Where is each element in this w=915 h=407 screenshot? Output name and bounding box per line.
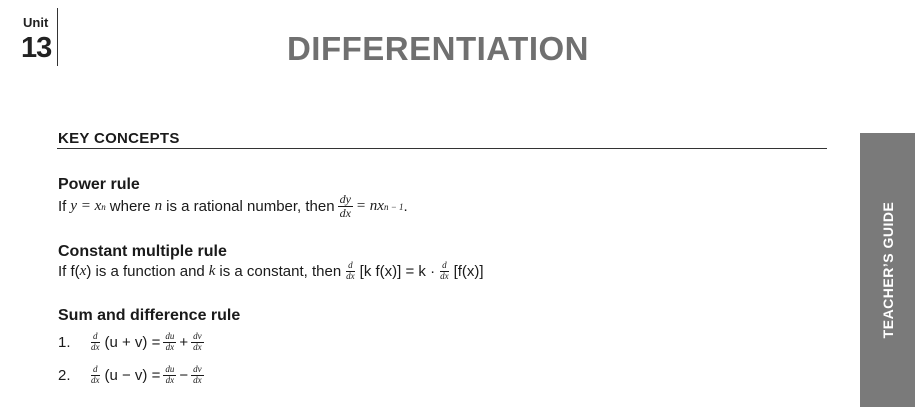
constant-mid2: is a constant, then [219, 262, 342, 280]
du-dx-fraction [163, 365, 176, 386]
dv-dx-fraction [191, 365, 204, 386]
frac-numerator: dv [193, 331, 202, 341]
d-dx-fraction [89, 332, 102, 353]
power-rest: is a rational number, then [166, 198, 335, 216]
frac-denominator: dx [91, 374, 100, 385]
constant-end: [f(x)] [453, 262, 484, 280]
section-heading: KEY CONCEPTS [58, 130, 180, 147]
constant-if: If f( [58, 262, 80, 280]
difference-expression: (u − v) = [104, 366, 161, 384]
frac-numerator: du [165, 331, 175, 341]
power-where: where [109, 198, 151, 216]
side-tab-label: TEACHER’S GUIDE [879, 201, 896, 339]
frac-denominator: dx [165, 374, 175, 385]
frac-denominator: dx [193, 374, 202, 385]
frac-numerator: d [348, 260, 353, 270]
du-dx-fraction [163, 332, 176, 353]
power-rule-heading: Power rule [58, 176, 140, 193]
frac-numerator: d [93, 331, 98, 341]
d-dx-fraction-2 [438, 261, 451, 282]
sum-rule-heading: Sum and difference rule [58, 307, 241, 324]
item-number: 2. [58, 366, 71, 384]
frac-numerator: du [165, 364, 175, 374]
frac-numerator: d [442, 260, 447, 270]
operator: + [179, 333, 189, 351]
power-if: If [58, 198, 67, 216]
constant-mid1: ) is a function and [86, 262, 205, 280]
frac-denominator: dx [193, 341, 202, 352]
side-tab [860, 133, 915, 407]
constant-rule-text [58, 261, 484, 282]
operator: − [179, 366, 189, 384]
power-result: = nx [355, 198, 384, 215]
frac-denominator: dx [346, 270, 355, 281]
power-y-eq-x: y = x [70, 198, 102, 215]
power-n-superscript: n [101, 201, 106, 212]
d-dx-fraction [344, 261, 357, 282]
power-rule-text [58, 193, 408, 220]
dy-dx-fraction [338, 193, 353, 220]
power-n: n [154, 198, 163, 215]
power-end: . [403, 198, 408, 216]
dv-dx-fraction [191, 332, 204, 353]
constant-rule-heading: Constant multiple rule [58, 243, 227, 260]
frac-numerator: dy [339, 192, 351, 206]
constant-k: k [208, 262, 216, 279]
section-divider [57, 148, 827, 149]
d-dx-fraction [89, 365, 102, 386]
unit-number: 13 [21, 32, 52, 64]
frac-numerator: d [93, 364, 98, 374]
frac-numerator: dv [193, 364, 202, 374]
frac-denominator: dx [91, 341, 100, 352]
unit-label: Unit [23, 15, 49, 30]
sum-rule-item [58, 365, 207, 386]
item-number: 1. [58, 333, 71, 351]
power-exponent: n − 1 [383, 201, 404, 212]
chapter-title: DIFFERENTIATION [286, 30, 590, 67]
sum-rule-item [58, 332, 207, 353]
frac-denominator: dx [165, 341, 175, 352]
frac-denominator: dx [339, 206, 351, 221]
sum-expression: (u + v) = [104, 333, 161, 351]
constant-bracket: [k f(x)] = k · [359, 262, 436, 280]
constant-x: x [79, 262, 87, 279]
frac-denominator: dx [440, 270, 449, 281]
